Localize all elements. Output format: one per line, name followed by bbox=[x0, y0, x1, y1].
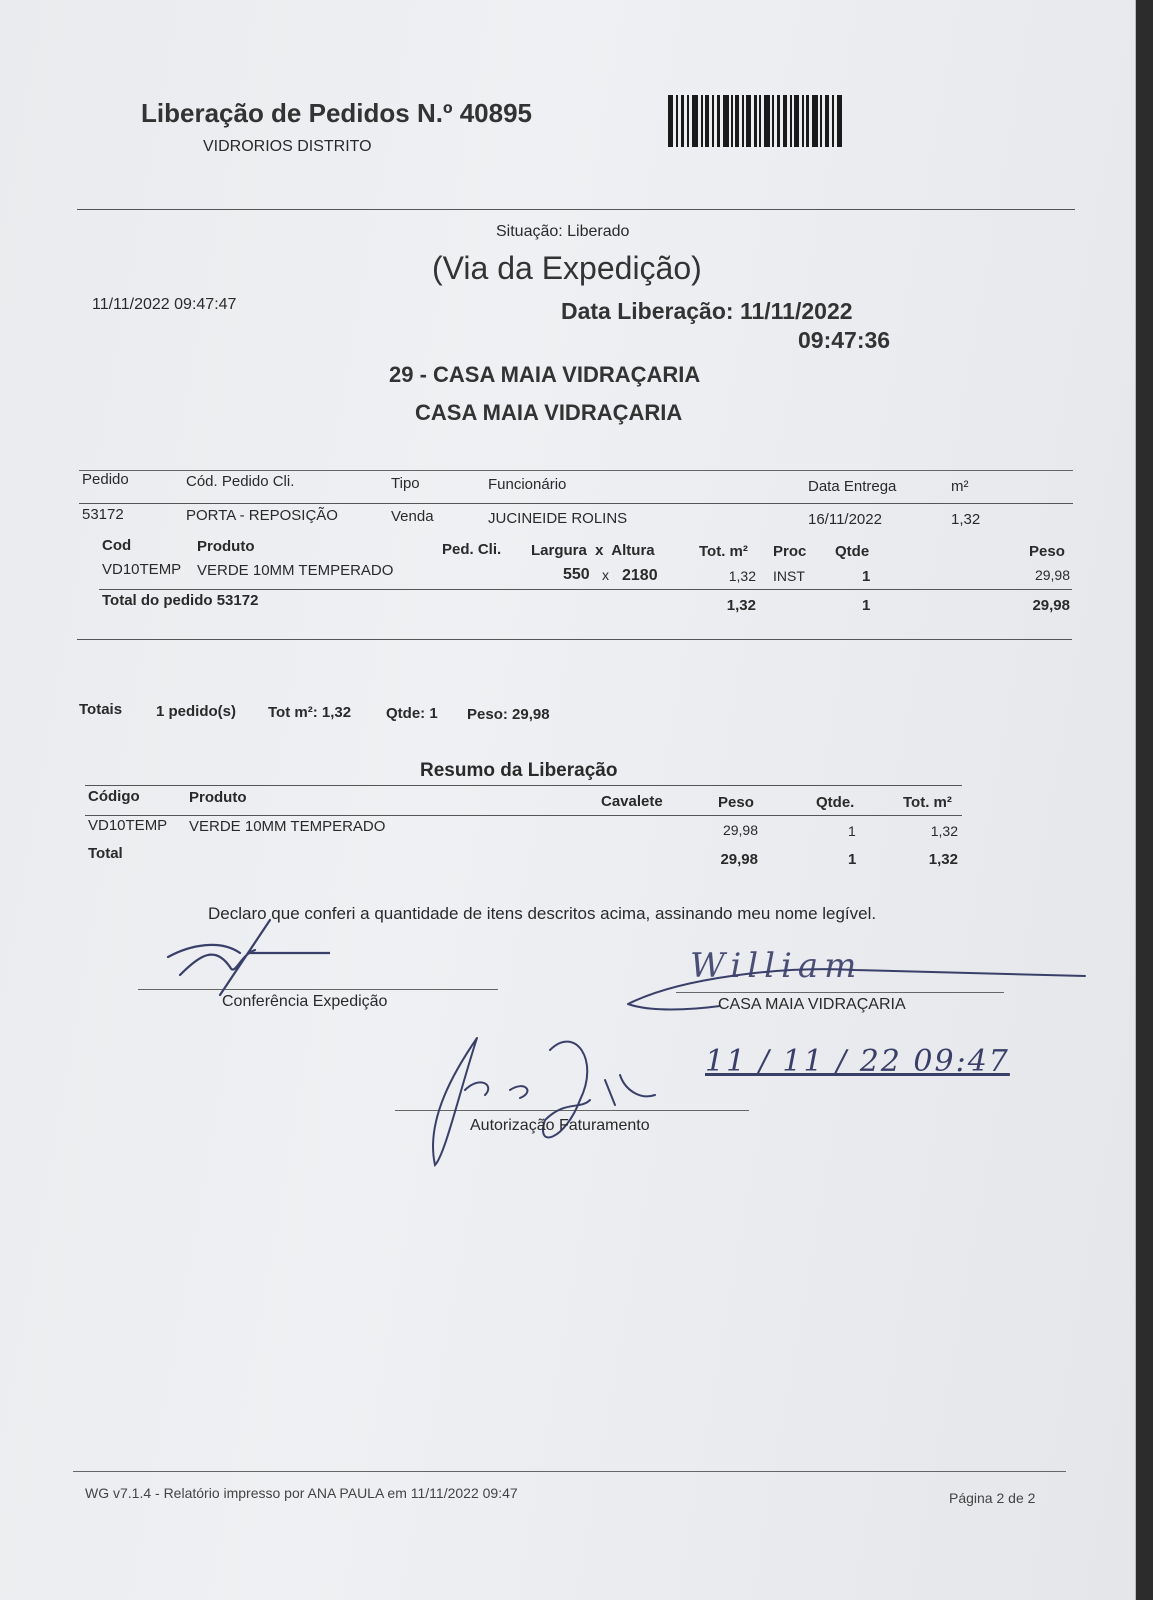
totais-pedidos: 1 pedido(s) bbox=[156, 703, 237, 720]
resumo-total-peso: 29,98 bbox=[720, 851, 758, 868]
totais-peso: Peso: 29,98 bbox=[467, 706, 550, 723]
resumo-title: Resumo da Liberação bbox=[420, 760, 618, 781]
data-liberacao-time: 09:47:36 bbox=[798, 327, 891, 353]
item-header-proc: Proc bbox=[773, 543, 807, 560]
resumo-total-qtde: 1 bbox=[848, 851, 857, 868]
item-header-ped-cli: Ped. Cli. bbox=[442, 541, 502, 558]
cell-funcionario: JUCINEIDE ROLINS bbox=[488, 510, 628, 527]
resumo-header-codigo: Código bbox=[88, 788, 140, 805]
item-cod: VD10TEMP bbox=[102, 561, 182, 578]
autorizacao-signature bbox=[415, 1030, 675, 1170]
item-header-produto: Produto bbox=[197, 538, 255, 555]
item-proc: INST bbox=[773, 568, 805, 584]
autorizacao-label: Autorização Faturamento bbox=[470, 1117, 650, 1134]
col-header-data-entrega: Data Entrega bbox=[808, 478, 897, 495]
item-qtde: 1 bbox=[862, 568, 871, 585]
item-produto: VERDE 10MM TEMPERADO bbox=[197, 562, 394, 579]
situacao-text: Situação: Liberado bbox=[496, 223, 630, 240]
order-total-qtde: 1 bbox=[862, 597, 871, 614]
order-section-divider bbox=[77, 639, 1072, 640]
cell-cod-pedido-cli: PORTA - REPOSIÇÃO bbox=[186, 507, 338, 524]
item-header-tot-m2: Tot. m² bbox=[699, 543, 748, 560]
totais-tot-m2: Tot m²: 1,32 bbox=[268, 704, 352, 721]
via-title: (Via da Expedição) bbox=[432, 250, 702, 286]
footer-page-number: Página 2 de 2 bbox=[949, 1490, 1036, 1506]
item-header-qtde: Qtde bbox=[835, 543, 870, 560]
item-header-peso: Peso bbox=[1029, 543, 1065, 560]
client-line-2: CASA MAIA VIDRAÇARIA bbox=[415, 400, 683, 425]
item-altura: 2180 bbox=[622, 567, 658, 584]
order-total-peso: 29,98 bbox=[1032, 597, 1070, 614]
resumo-header-produto: Produto bbox=[189, 789, 247, 806]
declaration-text: Declaro que conferi a quantidade de itens descritos acima, assinando meu nome legível. bbox=[208, 904, 877, 923]
resumo-header-peso: Peso bbox=[718, 794, 754, 811]
order-total-tot-m2: 1,32 bbox=[726, 597, 756, 614]
col-header-pedido: Pedido bbox=[82, 471, 129, 488]
resumo-header-qtde: Qtde. bbox=[816, 794, 855, 811]
cell-data-entrega: 16/11/2022 bbox=[808, 511, 882, 528]
order-table-top-rule bbox=[79, 470, 1073, 471]
cell-pedido: 53172 bbox=[82, 506, 124, 523]
cell-tipo: Venda bbox=[391, 508, 434, 525]
printed-datetime: 11/11/2022 09:47:47 bbox=[92, 296, 237, 313]
company-name: VIDRORIOS DISTRITO bbox=[203, 138, 372, 155]
conferencia-label: Conferência Expedição bbox=[222, 993, 388, 1010]
item-total-rule bbox=[99, 589, 1072, 590]
cell-m2: 1,32 bbox=[951, 511, 981, 528]
totais-qtde: Qtde: 1 bbox=[386, 705, 438, 722]
order-table-header-rule bbox=[79, 503, 1073, 504]
col-header-funcionario: Funcionário bbox=[488, 476, 567, 493]
cliente-handwriting: William bbox=[690, 946, 863, 986]
data-liberacao-date: Data Liberação: 11/11/2022 bbox=[561, 298, 853, 324]
resumo-top-rule bbox=[85, 785, 962, 786]
handwritten-date: 11 / 11 / 22 09:47 bbox=[705, 1044, 1010, 1079]
resumo-total-tot-m2: 1,32 bbox=[928, 851, 958, 868]
client-line-1: 29 - CASA MAIA VIDRAÇARIA bbox=[389, 362, 701, 387]
resumo-qtde: 1 bbox=[848, 823, 856, 839]
cliente-label: CASA MAIA VIDRAÇARIA bbox=[718, 996, 906, 1013]
item-peso: 29,98 bbox=[1034, 567, 1070, 583]
header-divider bbox=[77, 209, 1075, 210]
conferencia-signature bbox=[160, 905, 330, 1005]
resumo-total-label: Total bbox=[88, 845, 123, 862]
item-x: x bbox=[602, 567, 609, 583]
col-header-cod-pedido-cli: Cód. Pedido Cli. bbox=[186, 473, 295, 490]
resumo-codigo: VD10TEMP bbox=[88, 817, 168, 834]
resumo-tot-m2: 1,32 bbox=[930, 823, 958, 839]
item-tot-m2: 1,32 bbox=[728, 568, 756, 584]
item-header-cod: Cod bbox=[102, 537, 132, 554]
resumo-peso: 29,98 bbox=[722, 822, 758, 838]
item-header-largura-altura: Largura x Altura bbox=[531, 542, 655, 559]
col-header-m2: m² bbox=[951, 478, 969, 495]
order-total-label: Total do pedido 53172 bbox=[102, 592, 259, 609]
resumo-produto: VERDE 10MM TEMPERADO bbox=[189, 818, 386, 835]
resumo-header-rule bbox=[85, 815, 962, 816]
resumo-header-cavalete: Cavalete bbox=[601, 793, 663, 810]
col-header-tipo: Tipo bbox=[391, 475, 420, 492]
footer-rule bbox=[73, 1471, 1066, 1472]
resumo-header-tot-m2: Tot. m² bbox=[903, 794, 952, 811]
totais-label: Totais bbox=[79, 701, 123, 718]
item-largura: 550 bbox=[563, 566, 590, 583]
footer-left: WG v7.1.4 - Relatório impresso por ANA PAULA em 11/11/2022 09:47 bbox=[85, 1485, 518, 1501]
barcode bbox=[668, 95, 846, 147]
document-title: Liberação de Pedidos N.º 40895 bbox=[141, 98, 532, 128]
